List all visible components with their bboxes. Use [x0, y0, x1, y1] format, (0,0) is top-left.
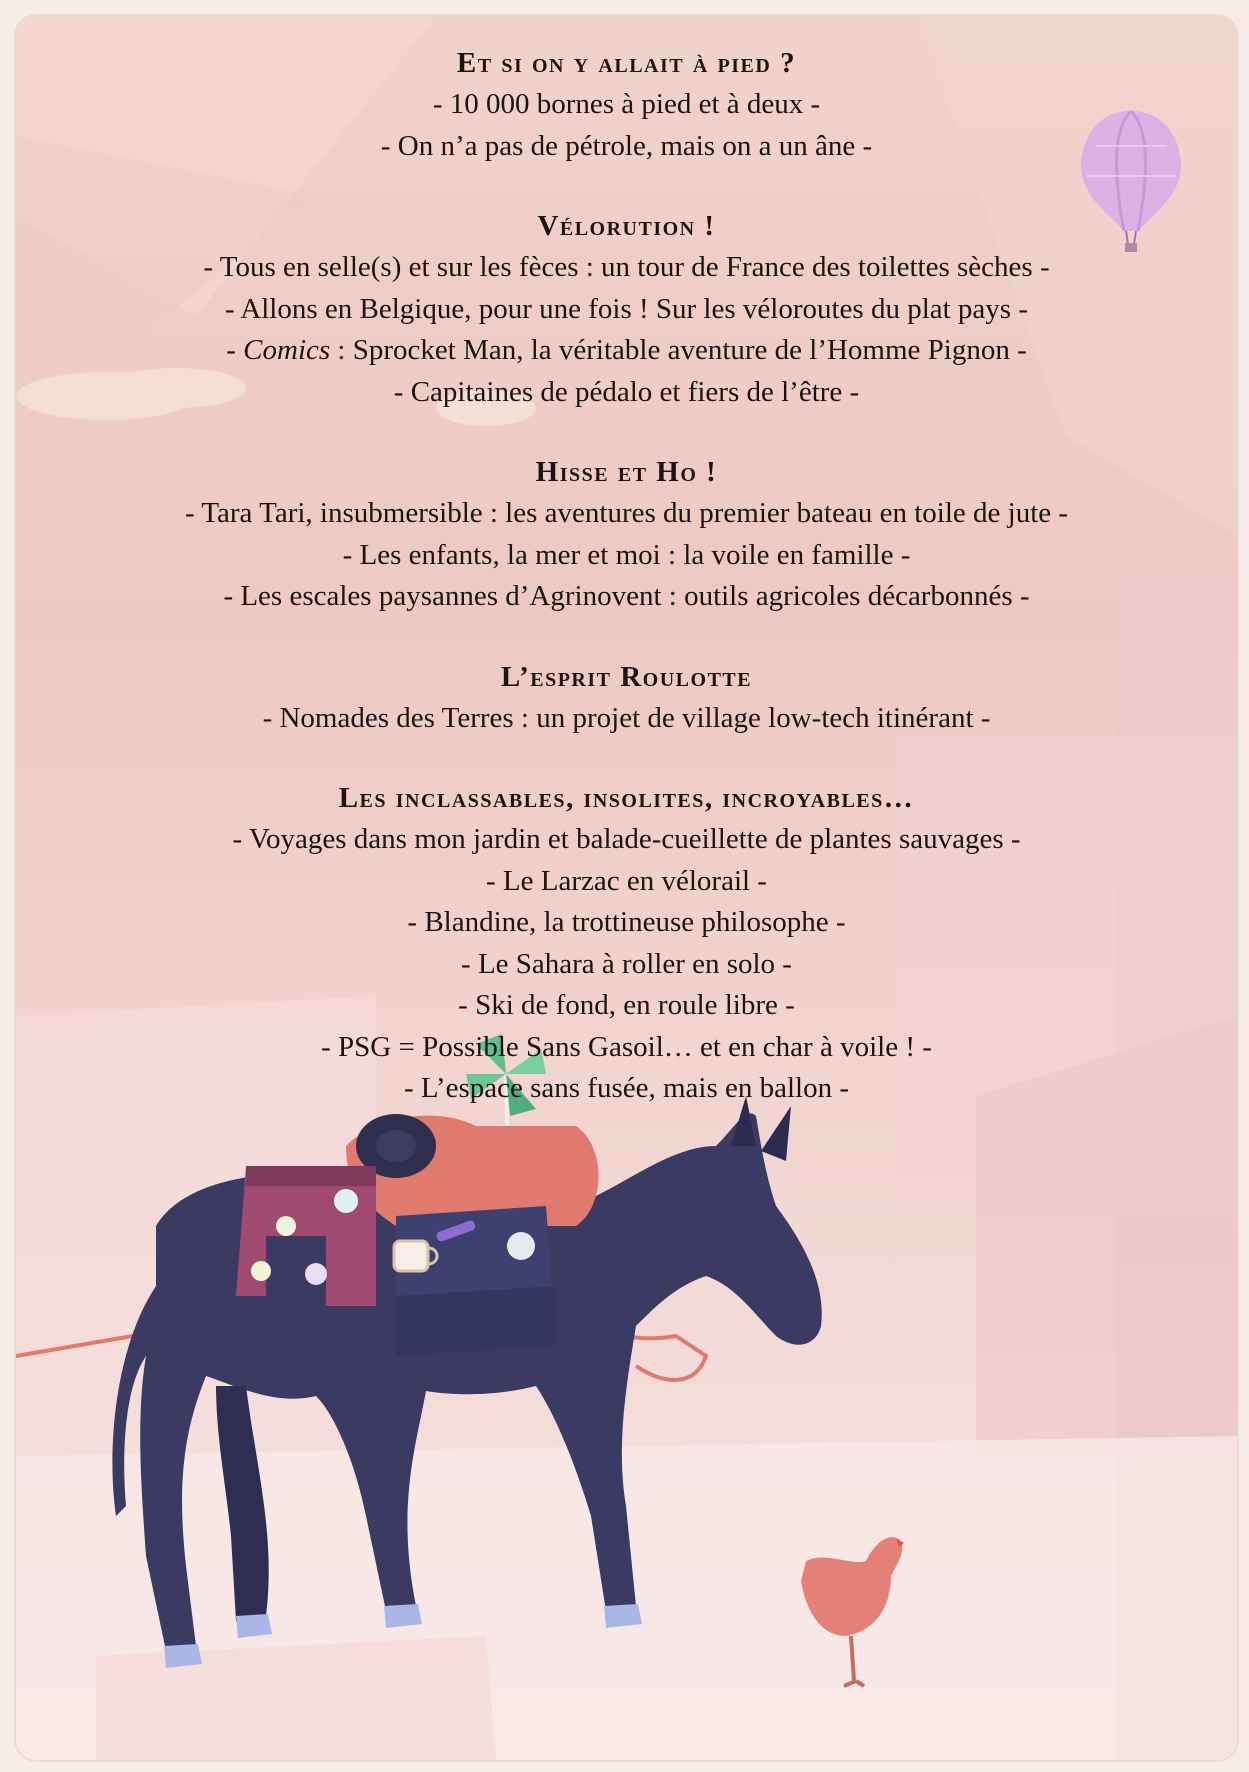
- section-title: Hisse et Ho !: [535, 456, 718, 488]
- section-title: Les inclassables, insolites, incroyables…: [338, 782, 915, 814]
- section-title: Et si on y allait à pied ?: [456, 47, 797, 79]
- program-item: - Tara Tari, insubmersible : les aventures du premier bateau en toile de jute -: [184, 497, 1069, 529]
- donkey-icon: [16, 1086, 876, 1686]
- program-item: - On n’a pas de pétrole, mais on a un âne -: [380, 129, 873, 162]
- program-item: - PSG = Possible Sans Gasoil… et en char à voile ! -: [321, 1030, 932, 1063]
- program-item: - Ski de fond, en roule libre -: [458, 989, 795, 1021]
- program-content: [16, 42, 1237, 1148]
- program-item: - Les escales paysannes d’Agrinovent : outils agricoles décarbonnés -: [223, 580, 1030, 612]
- program-item: - Nomades des Terres : un projet de village low-tech itinérant -: [262, 701, 991, 734]
- program-item: - Voyages dans mon jardin et balade-cueillette de plantes sauvages -: [232, 823, 1021, 855]
- program-item: - Tous en selle(s) et sur les fèces : un tour de France des toilettes sèches -: [203, 251, 1050, 283]
- section-unclassifiable: [16, 777, 1237, 1110]
- section-cycling: [16, 205, 1237, 413]
- page-frame: [14, 14, 1239, 1762]
- program-item: - 10 000 bornes à pied et à deux -: [432, 88, 821, 120]
- program-item: - Les enfants, la mer et moi : la voile en famille -: [342, 538, 911, 571]
- item-rest: : Sprocket Man, la véritable aventure de l’Homme Pignon -: [330, 334, 1027, 366]
- program-item: - L’espace sans fusée, mais en ballon -: [403, 1072, 850, 1104]
- program-item: - Le Larzac en vélorail -: [486, 864, 767, 897]
- section-title: L’esprit Roulotte: [500, 660, 753, 693]
- section-sailing: [16, 451, 1237, 618]
- section-title: Vélorution !: [537, 210, 716, 242]
- item-prefix: -: [226, 334, 244, 366]
- hen-icon: [796, 1521, 906, 1691]
- program-item: [16, 330, 1237, 372]
- program-item: - Blandine, la trottineuse philosophe -: [407, 906, 846, 938]
- item-emphasis: Comics: [243, 334, 331, 366]
- section-roulotte: [16, 656, 1237, 740]
- program-item: - Allons en Belgique, pour une fois ! Sur les véloroutes du plat pays -: [224, 292, 1028, 325]
- program-item: - Le Sahara à roller en solo -: [461, 947, 792, 980]
- section-walking: [16, 42, 1237, 167]
- program-item: - Capitaines de pédalo et fiers de l’être -: [393, 375, 860, 408]
